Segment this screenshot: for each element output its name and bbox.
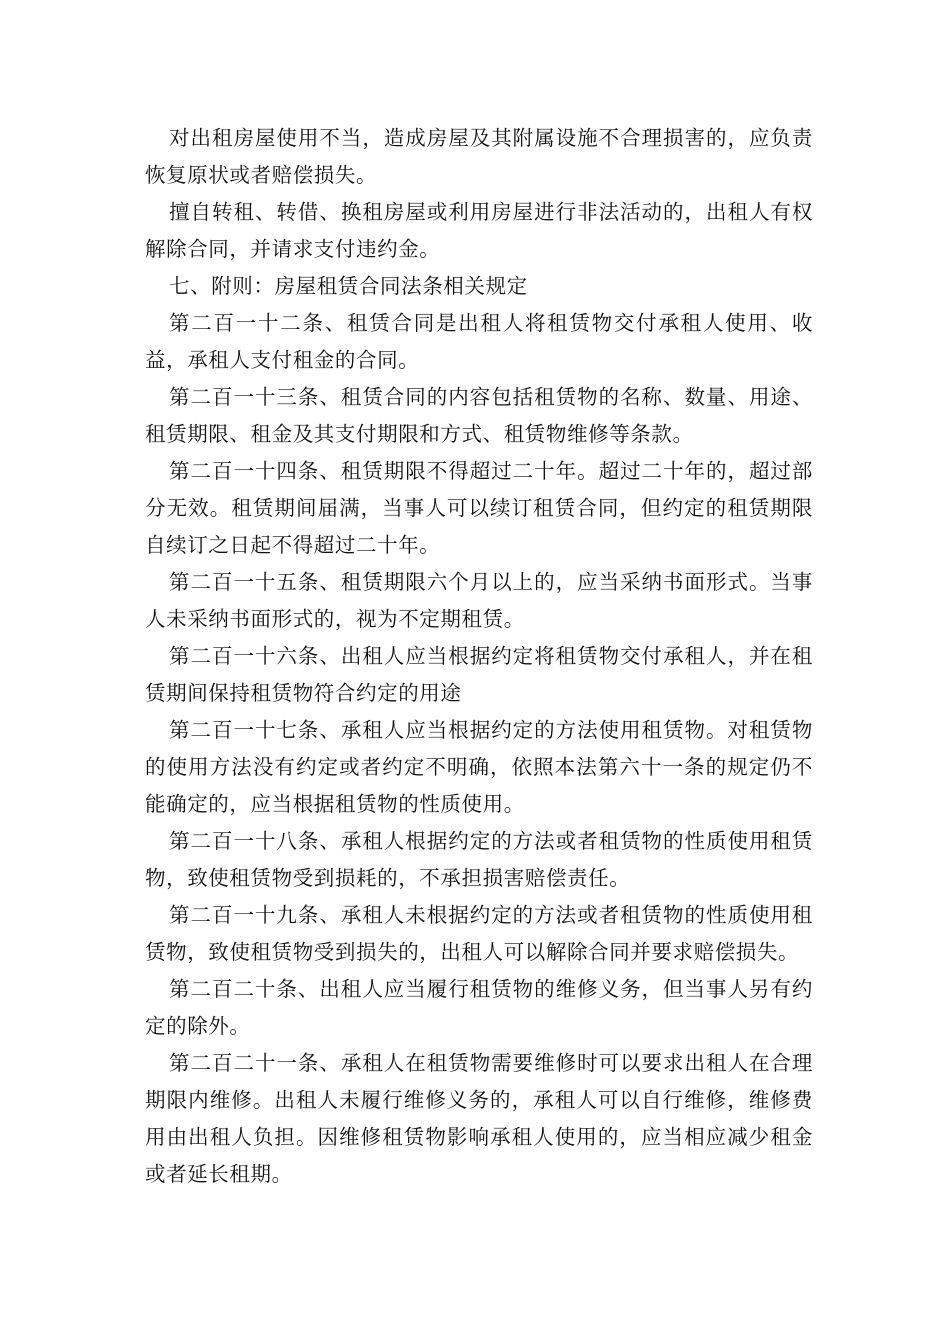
article-212: 第二百一十二条、租赁合同是出租人将租赁物交付承租人使用、收益，承租人支付租金的合同。	[145, 311, 813, 372]
article-216: 第二百一十六条、出租人应当根据约定将租赁物交付承租人，并在租赁期间保持租赁物符合约定的用途	[145, 644, 813, 705]
paragraph-damage-liability: 对出租房屋使用不当，造成房屋及其附属设施不合理损害的，应负责恢复原状或者赔偿损失。	[145, 126, 813, 187]
article-214: 第二百一十四条、租赁期限不得超过二十年。超过二十年的，超过部分无效。租赁期间届满，当事人可以续订租赁合同，但约定的租赁期限自续订之日起不得超过二十年。	[145, 459, 813, 557]
article-220: 第二百二十条、出租人应当履行租赁物的维修义务，但当事人另有约定的除外。	[145, 977, 813, 1038]
article-217: 第二百一十七条、承租人应当根据约定的方法使用租赁物。对租赁物的使用方法没有约定或者约定不明确，依照本法第六十一条的规定仍不能确定的，应当根据租赁物的性质使用。	[145, 718, 813, 816]
section-heading-appendix: 七、附则：房屋租赁合同法条相关规定	[169, 274, 528, 298]
article-215: 第二百一十五条、租赁期限六个月以上的，应当采纳书面形式。当事人未采纳书面形式的，视为不定期租赁。	[145, 570, 813, 631]
paragraph-sublease-termination: 擅自转租、转借、换租房屋或利用房屋进行非法活动的，出租人有权解除合同，并请求支付违约金。	[145, 200, 813, 261]
article-221: 第二百二十一条、承租人在租赁物需要维修时可以要求出租人在合理期限内维修。出租人未履行维修义务的，承租人可以自行维修，维修费用由出租人负担。因维修租赁物影响承租人使用的，应当相应减少租金或者延长租期。	[145, 1051, 813, 1186]
document-body	[145, 120, 813, 1193]
article-213: 第二百一十三条、租赁合同的内容包括租赁物的名称、数量、用途、租赁期限、租金及其支付期限和方式、租赁物维修等条款。	[145, 385, 813, 446]
article-218: 第二百一十八条、承租人根据约定的方法或者租赁物的性质使用租赁物，致使租赁物受到损耗的，不承担损害赔偿责任。	[145, 829, 813, 890]
article-219: 第二百一十九条、承租人未根据约定的方法或者租赁物的性质使用租赁物，致使租赁物受到损失的，出租人可以解除合同并要求赔偿损失。	[145, 903, 813, 964]
